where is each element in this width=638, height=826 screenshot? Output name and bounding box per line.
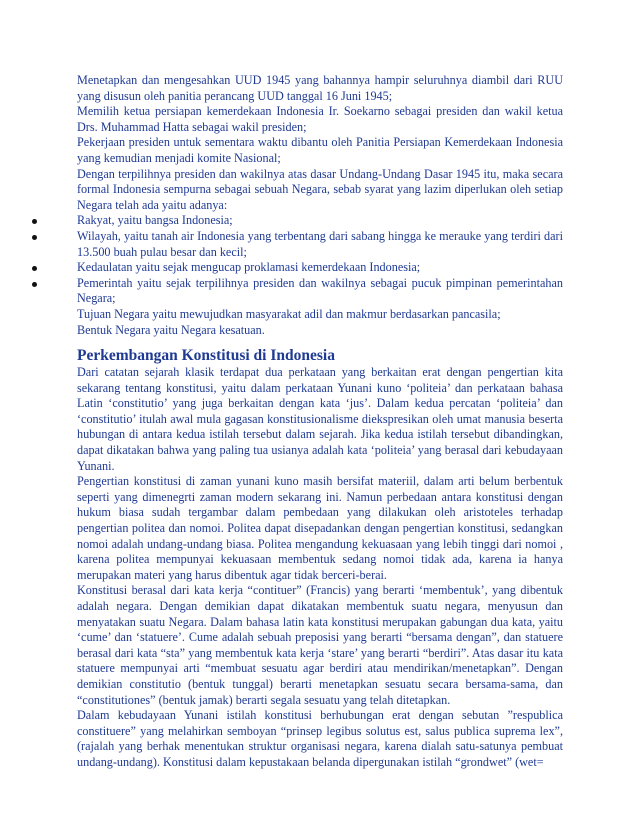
bullet-icon [32, 266, 37, 271]
paragraph: Menetapkan dan mengesahkan UUD 1945 yang bahannya hampir seluruhnya diambil dari RUU yang disusun oleh panitia perancang UUD tanggal 16 Juni 1945; [77, 73, 563, 103]
list-item [77, 260, 563, 276]
list-item-text: Kedaulatan yaitu sejak mengucap proklamasi kemerdekaan Indonesia; [77, 260, 421, 275]
bullet-icon [32, 219, 37, 224]
paragraph: Memilih ketua persiapan kemerdekaan Indonesia Ir. Soekarno sebagai presiden dan wakil ketua Drs. Muhammad Hatta sebagai wakil presiden; [77, 104, 563, 134]
paragraph: Pengertian konstitusi di zaman yunani kuno masih bersifat materiil, dalam arti belum berbentuk seperti yang dimenegrti zaman modern sekarang ini. Namun perbedaan antara konstitusi dengan hukum biasa sudah tergambar dalam pembedaan yang dilakukan oleh aristoteles terhadap pengertian politea dan nomoi. Politea dapat disepadankan dengan pengertian konstitusi, sedangkan nomoi adalah undang-undang biasa. Politea mengandung kekuasaan yang lebih tinggi dari nomoi , karena politea mempunyai kekuasaan membentuk sedang nomoi tidak ada, karena ia hanya merupakan materi yang harus dibentuk agar tidak berceri-berai. [77, 474, 563, 582]
paragraph: Dari catatan sejarah klasik terdapat dua perkataan yang berkaitan erat dengan pengertian kita sekarang tentang konstitusi, yaitu dalam perkataan Yunani kuno ‘politeia’ dan perkataan bahasa Latin ‘constitutio’ yang juga berkaitan dengan kata ‘jus’. Dalam kedua percatan ‘politeia’ dan ‘constitutio’ itulah awal mula gagasan konstitusionalisme diekspresikan oleh umat manusia beserta hubungan di antara kedua istilah tersebut dalam sejarah. Jika kedua istilah tersebut dibandingkan, dapat dikatakan bahwa yang paling tua usianya adalah kata ‘politeia’ yang berasal dari kebudayaan Yunani. [77, 365, 563, 473]
document-page [77, 73, 563, 771]
paragraph: Dalam kebudayaan Yunani istilah konstitusi berhubungan erat dengan sebutan ”respublica constituere” yang melahirkan semboyan “prinsep legibus solutus est, salus publica suprema lex”, (rajalah yang berhak menentukan struktur organisasi negara, karena dialah satu-satunya pembuat undang-undang). Konstitusi dalam kepustakaan belanda dipergunakan istilah “grondwet” (wet= [77, 708, 563, 769]
section-heading: Perkembangan Konstitusi di Indonesia [77, 347, 335, 365]
list-item [77, 276, 563, 307]
paragraph: Dengan terpilihnya presiden dan wakilnya atas dasar Undang-Undang Dasar 1945 itu, maka secara formal Indonesia sempurna sebagai sebuah Negara, sebab syarat yang lazim diperlukan oleh setiap Negara telah ada yaitu adanya: [77, 166, 563, 212]
paragraph: Pekerjaan presiden untuk sementara waktu dibantu oleh Panitia Persiapan Kemerdekaan Indonesia yang kemudian menjadi komite Nasional; [77, 135, 563, 165]
paragraph: Bentuk Negara yaitu Negara kesatuan. [77, 322, 265, 337]
list-item [77, 213, 563, 229]
list-item [77, 229, 563, 260]
bullet-icon [32, 235, 37, 240]
paragraph: Tujuan Negara yaitu mewujudkan masyarakat adil dan makmur berdasarkan pancasila; [77, 306, 501, 321]
paragraph: Konstitusi berasal dari kata kerja “contituer” (Francis) yang berarti ‘membentuk’, yang dibentuk adalah negara. Dengan demikian dapat dikatakan membentuk suatu negara, menyusun dan menyatakan suatu Negara. Dalam bahasa latin kata konstitusi merupakan gabungan dua kata, yaitu ‘cume’ dan ‘statuere’. Cume adalah sebuah preposisi yang berarti “bersama dengan”, dan statuere berasal dari kata “sta” yang membentuk kata kerja ‘stare’ yang berarti “berdiri”. Atas dasar itu kata statuere mempunyai arti “membuat sesuatu agar berdiri atau mendirikan/menetapkan”. Dengan demikian constitutio (bentuk tunggal) berarti menetapkan sesuatu secara bersama-sama, dan “constitutiones” (bentuk jamak) berarti segala sesuatu yang telah ditetapkan. [77, 583, 563, 707]
bullet-icon [32, 282, 37, 287]
bullet-list [77, 213, 563, 307]
list-item-text: Wilayah, yaitu tanah air Indonesia yang terbentang dari sabang hingga ke merauke yang terdiri dari 13.500 buah pulau besar dan kecil; [77, 228, 563, 259]
list-item-text: Rakyat, yaitu bangsa Indonesia; [77, 213, 233, 228]
list-item-text: Pemerintah yaitu sejak terpilihnya presiden dan wakilnya sebagai pucuk pimpinan pemerintahan Negara; [77, 275, 563, 306]
